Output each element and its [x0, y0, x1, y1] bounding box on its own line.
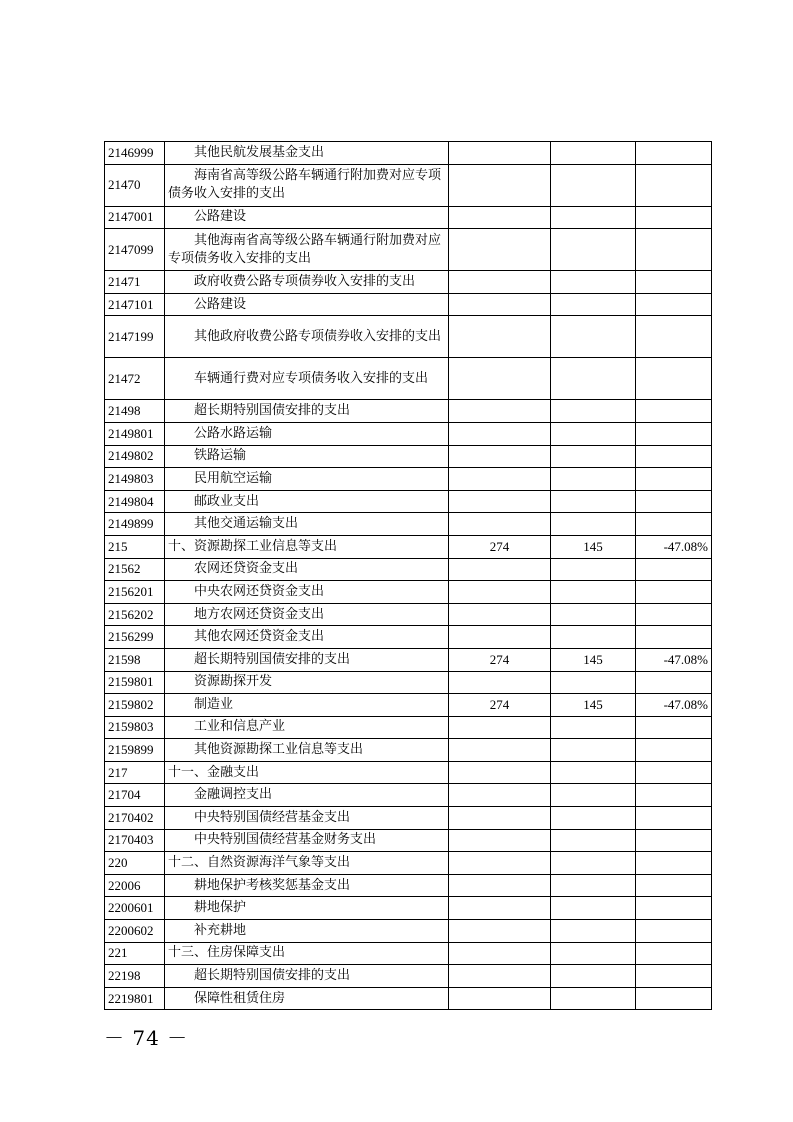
table-row: [105, 897, 712, 920]
current-year-value-cell: [551, 874, 636, 897]
prior-year-value-cell: [449, 142, 551, 165]
change-percent-cell: [636, 581, 712, 604]
subject-name-text: 十、资源勘探工业信息等支出: [168, 538, 338, 554]
table-row: [105, 626, 712, 649]
subject-name-text: 制造业: [194, 696, 234, 712]
prior-year-value-cell: [449, 400, 551, 423]
subject-name-text: 资源勘探开发: [194, 674, 273, 690]
table-row: [105, 316, 712, 358]
current-year-value-cell: [551, 761, 636, 784]
table-row: [105, 358, 712, 400]
change-percent-cell: -47.08%: [636, 694, 712, 717]
subject-name-cell: [165, 445, 449, 468]
prior-year-value-cell: [449, 316, 551, 358]
subject-name-cell: [165, 316, 449, 358]
subject-name-cell: [165, 229, 449, 271]
current-year-value-cell: [551, 671, 636, 694]
subject-name-text: 超长期特别国债安排的支出: [194, 968, 351, 984]
current-year-value-cell: [551, 142, 636, 165]
subject-name-text: 耕地保护考核奖惩基金支出: [194, 877, 351, 893]
subject-code-cell: 2149802: [105, 445, 165, 468]
table-row: [105, 490, 712, 513]
table-row: [105, 716, 712, 739]
subject-name-text: 中央特别国债经营基金财务支出: [194, 832, 377, 848]
current-year-value-cell: [551, 942, 636, 965]
table-row: [105, 874, 712, 897]
prior-year-value-cell: [449, 513, 551, 536]
change-percent-cell: [636, 400, 712, 423]
subject-code-cell: 2159801: [105, 671, 165, 694]
subject-name-text: 海南省高等级公路车辆通行附加费对应专项债务收入安排的支出: [168, 168, 442, 202]
subject-name-text: 邮政业支出: [194, 493, 260, 509]
current-year-value-cell: [551, 920, 636, 943]
change-percent-cell: [636, 603, 712, 626]
subject-name-cell: [165, 535, 449, 558]
current-year-value-cell: [551, 716, 636, 739]
subject-name-text: 其他交通运输支出: [194, 516, 299, 532]
current-year-value-cell: [551, 987, 636, 1010]
subject-name-text: 超长期特别国债安排的支出: [194, 651, 351, 667]
current-year-value-cell: [551, 739, 636, 762]
current-year-value-cell: [551, 164, 636, 206]
change-percent-cell: [636, 513, 712, 536]
current-year-value-cell: [551, 400, 636, 423]
current-year-value-cell: [551, 581, 636, 604]
subject-code-cell: 22198: [105, 965, 165, 988]
prior-year-value-cell: [449, 358, 551, 400]
subject-code-cell: 2219801: [105, 987, 165, 1010]
prior-year-value-cell: [449, 626, 551, 649]
subject-code-cell: 21704: [105, 784, 165, 807]
table-row: [105, 468, 712, 491]
subject-code-cell: 2159899: [105, 739, 165, 762]
current-year-value-cell: [551, 603, 636, 626]
change-percent-cell: [636, 293, 712, 316]
subject-code-cell: 2149803: [105, 468, 165, 491]
change-percent-cell: -47.08%: [636, 648, 712, 671]
subject-name-cell: [165, 468, 449, 491]
subject-code-cell: 220: [105, 852, 165, 875]
table-row: [105, 206, 712, 229]
subject-code-cell: 2156201: [105, 581, 165, 604]
current-year-value-cell: [551, 558, 636, 581]
subject-name-text: 公路建设: [194, 296, 247, 312]
subject-code-cell: 2146999: [105, 142, 165, 165]
subject-name-cell: [165, 581, 449, 604]
current-year-value-cell: [551, 897, 636, 920]
table-row: [105, 942, 712, 965]
current-year-value-cell: [551, 784, 636, 807]
change-percent-cell: [636, 739, 712, 762]
subject-code-cell: 217: [105, 761, 165, 784]
prior-year-value-cell: [449, 987, 551, 1010]
prior-year-value-cell: [449, 920, 551, 943]
subject-name-text: 农网还贷资金支出: [194, 561, 299, 577]
subject-code-cell: 21471: [105, 271, 165, 294]
table-row: [105, 142, 712, 165]
table-row: [105, 164, 712, 206]
subject-name-cell: [165, 761, 449, 784]
subject-name-text: 铁路运输: [194, 448, 247, 464]
subject-name-cell: [165, 784, 449, 807]
prior-year-value-cell: [449, 671, 551, 694]
subject-name-cell: [165, 897, 449, 920]
change-percent-cell: [636, 874, 712, 897]
prior-year-value-cell: [449, 271, 551, 294]
current-year-value-cell: [551, 229, 636, 271]
subject-name-cell: [165, 942, 449, 965]
prior-year-value-cell: [449, 229, 551, 271]
subject-code-cell: 2147101: [105, 293, 165, 316]
change-percent-cell: [636, 965, 712, 988]
subject-name-text: 其他政府收费公路专项债券收入安排的支出: [194, 328, 442, 344]
subject-name-cell: [165, 920, 449, 943]
subject-name-text: 十三、住房保障支出: [168, 945, 286, 961]
prior-year-value-cell: 274: [449, 648, 551, 671]
subject-name-cell: [165, 987, 449, 1010]
subject-name-text: 超长期特别国债安排的支出: [194, 403, 351, 419]
change-percent-cell: [636, 716, 712, 739]
table-row: [105, 422, 712, 445]
prior-year-value-cell: [449, 965, 551, 988]
subject-name-text: 其他农网还贷资金支出: [194, 629, 325, 645]
table-row: [105, 965, 712, 988]
prior-year-value-cell: [449, 874, 551, 897]
table-row: [105, 784, 712, 807]
change-percent-cell: [636, 671, 712, 694]
change-percent-cell: [636, 852, 712, 875]
subject-code-cell: 2156299: [105, 626, 165, 649]
subject-name-text: 保障性租赁住房: [194, 990, 286, 1006]
subject-name-cell: [165, 807, 449, 830]
current-year-value-cell: 145: [551, 535, 636, 558]
change-percent-cell: [636, 468, 712, 491]
prior-year-value-cell: [449, 445, 551, 468]
table-row: [105, 558, 712, 581]
change-percent-cell: [636, 558, 712, 581]
change-percent-cell: [636, 358, 712, 400]
subject-name-text: 其他资源勘探工业信息等支出: [194, 742, 364, 758]
subject-name-text: 公路建设: [194, 209, 247, 225]
subject-code-cell: 221: [105, 942, 165, 965]
subject-code-cell: 21598: [105, 648, 165, 671]
subject-code-cell: 21562: [105, 558, 165, 581]
current-year-value-cell: [551, 293, 636, 316]
current-year-value-cell: [551, 422, 636, 445]
change-percent-cell: [636, 445, 712, 468]
subject-name-text: 其他民航发展基金支出: [194, 144, 325, 160]
current-year-value-cell: [551, 468, 636, 491]
table-row: [105, 694, 712, 717]
change-percent-cell: [636, 164, 712, 206]
subject-name-text: 十一、金融支出: [168, 764, 260, 780]
subject-name-cell: [165, 874, 449, 897]
subject-code-cell: 21472: [105, 358, 165, 400]
current-year-value-cell: [551, 316, 636, 358]
prior-year-value-cell: [449, 293, 551, 316]
current-year-value-cell: [551, 626, 636, 649]
prior-year-value-cell: [449, 206, 551, 229]
change-percent-cell: [636, 829, 712, 852]
prior-year-value-cell: [449, 164, 551, 206]
current-year-value-cell: [551, 206, 636, 229]
subject-name-cell: [165, 164, 449, 206]
table-row: [105, 761, 712, 784]
change-percent-cell: -47.08%: [636, 535, 712, 558]
change-percent-cell: [636, 206, 712, 229]
current-year-value-cell: [551, 807, 636, 830]
table-row: [105, 229, 712, 271]
change-percent-cell: [636, 422, 712, 445]
subject-code-cell: 2147099: [105, 229, 165, 271]
subject-name-text: 民用航空运输: [194, 470, 273, 486]
subject-name-text: 其他海南省高等级公路车辆通行附加费对应专项债务收入安排的支出: [168, 232, 442, 266]
subject-name-cell: [165, 513, 449, 536]
subject-name-cell: [165, 206, 449, 229]
subject-name-text: 公路水路运输: [194, 425, 273, 441]
current-year-value-cell: [551, 965, 636, 988]
current-year-value-cell: [551, 271, 636, 294]
subject-name-cell: [165, 293, 449, 316]
prior-year-value-cell: [449, 852, 551, 875]
prior-year-value-cell: [449, 490, 551, 513]
prior-year-value-cell: [449, 739, 551, 762]
subject-name-cell: [165, 829, 449, 852]
table-row: [105, 829, 712, 852]
subject-name-text: 耕地保护: [194, 900, 247, 916]
change-percent-cell: [636, 142, 712, 165]
subject-name-text: 金融调控支出: [194, 787, 273, 803]
subject-name-text: 政府收费公路专项债券收入安排的支出: [194, 273, 416, 289]
subject-name-text: 地方农网还贷资金支出: [194, 606, 325, 622]
subject-code-cell: 2159802: [105, 694, 165, 717]
prior-year-value-cell: [449, 422, 551, 445]
table-row: [105, 807, 712, 830]
page-number: － 74 －: [104, 1026, 189, 1050]
change-percent-cell: [636, 490, 712, 513]
subject-code-cell: 2200601: [105, 897, 165, 920]
subject-name-text: 车辆通行费对应专项债务收入安排的支出: [194, 370, 429, 386]
subject-name-cell: [165, 739, 449, 762]
change-percent-cell: [636, 807, 712, 830]
subject-name-cell: [165, 716, 449, 739]
table-row: [105, 920, 712, 943]
change-percent-cell: [636, 626, 712, 649]
current-year-value-cell: [551, 829, 636, 852]
subject-name-cell: [165, 400, 449, 423]
current-year-value-cell: [551, 490, 636, 513]
current-year-value-cell: [551, 358, 636, 400]
subject-code-cell: 2159803: [105, 716, 165, 739]
subject-code-cell: 2147199: [105, 316, 165, 358]
subject-code-cell: 2149804: [105, 490, 165, 513]
table-row: [105, 648, 712, 671]
prior-year-value-cell: [449, 468, 551, 491]
table-row: [105, 987, 712, 1010]
subject-code-cell: 2200602: [105, 920, 165, 943]
budget-table: [104, 141, 712, 1010]
prior-year-value-cell: [449, 942, 551, 965]
subject-code-cell: 2147001: [105, 206, 165, 229]
change-percent-cell: [636, 942, 712, 965]
table-row: [105, 739, 712, 762]
subject-name-cell: [165, 142, 449, 165]
subject-code-cell: 21498: [105, 400, 165, 423]
subject-name-text: 十二、自然资源海洋气象等支出: [168, 855, 351, 871]
subject-name-cell: [165, 626, 449, 649]
change-percent-cell: [636, 229, 712, 271]
subject-name-cell: [165, 358, 449, 400]
table-row: [105, 535, 712, 558]
change-percent-cell: [636, 987, 712, 1010]
prior-year-value-cell: [449, 581, 551, 604]
prior-year-value-cell: [449, 829, 551, 852]
change-percent-cell: [636, 761, 712, 784]
current-year-value-cell: [551, 445, 636, 468]
table-row: [105, 445, 712, 468]
table-row: [105, 603, 712, 626]
subject-code-cell: 21470: [105, 164, 165, 206]
subject-name-cell: [165, 271, 449, 294]
subject-code-cell: 2156202: [105, 603, 165, 626]
table-row: [105, 581, 712, 604]
subject-name-cell: [165, 965, 449, 988]
current-year-value-cell: 145: [551, 694, 636, 717]
current-year-value-cell: 145: [551, 648, 636, 671]
subject-name-cell: [165, 558, 449, 581]
subject-code-cell: 2149899: [105, 513, 165, 536]
subject-name-text: 补充耕地: [194, 922, 247, 938]
change-percent-cell: [636, 316, 712, 358]
subject-code-cell: 22006: [105, 874, 165, 897]
subject-name-text: 工业和信息产业: [194, 719, 286, 735]
subject-name-cell: [165, 422, 449, 445]
subject-name-cell: [165, 852, 449, 875]
change-percent-cell: [636, 271, 712, 294]
subject-code-cell: 2149801: [105, 422, 165, 445]
subject-name-cell: [165, 671, 449, 694]
table-row: [105, 852, 712, 875]
table-row: [105, 271, 712, 294]
budget-table-body: [105, 142, 712, 1010]
subject-name-cell: [165, 694, 449, 717]
table-row: [105, 293, 712, 316]
table-row: [105, 513, 712, 536]
subject-code-cell: 215: [105, 535, 165, 558]
subject-code-cell: 2170403: [105, 829, 165, 852]
subject-name-cell: [165, 648, 449, 671]
prior-year-value-cell: [449, 897, 551, 920]
current-year-value-cell: [551, 852, 636, 875]
prior-year-value-cell: [449, 761, 551, 784]
subject-name-text: 中央农网还贷资金支出: [194, 583, 325, 599]
change-percent-cell: [636, 920, 712, 943]
change-percent-cell: [636, 784, 712, 807]
subject-code-cell: 2170402: [105, 807, 165, 830]
prior-year-value-cell: 274: [449, 535, 551, 558]
prior-year-value-cell: 274: [449, 694, 551, 717]
prior-year-value-cell: [449, 807, 551, 830]
subject-name-text: 中央特别国债经营基金支出: [194, 809, 351, 825]
change-percent-cell: [636, 897, 712, 920]
prior-year-value-cell: [449, 603, 551, 626]
subject-name-cell: [165, 603, 449, 626]
prior-year-value-cell: [449, 784, 551, 807]
table-row: [105, 400, 712, 423]
table-row: [105, 671, 712, 694]
prior-year-value-cell: [449, 716, 551, 739]
current-year-value-cell: [551, 513, 636, 536]
prior-year-value-cell: [449, 558, 551, 581]
subject-name-cell: [165, 490, 449, 513]
